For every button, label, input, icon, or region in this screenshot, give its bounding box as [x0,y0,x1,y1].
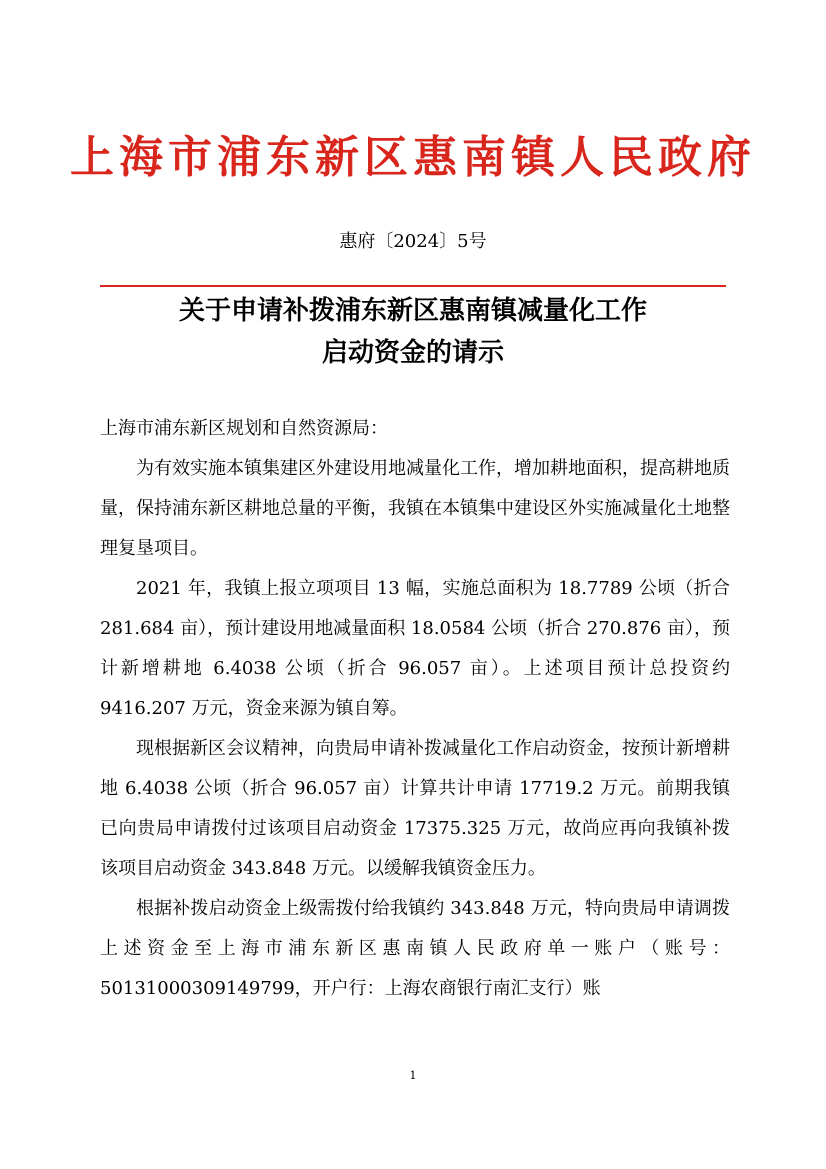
document-title [100,290,726,374]
document-number: 惠府〔2024〕5号 [339,231,487,252]
document-body [100,409,730,1009]
title-line: 启动资金的请示 [321,338,504,368]
title-line: 关于申请补拨浦东新区惠南镇减量化工作 [178,296,647,326]
issuer-masthead: 上海市浦东新区惠南镇人民政府 [70,132,756,183]
page-number: 1 [409,1069,417,1082]
red-divider [100,285,726,287]
addressee: 上海市浦东新区规划和自然资源局： [100,418,388,439]
body-paragraph: 现根据新区会议精神，向贵局申请补拨减量化工作启动资金，按预计新增耕地 6.4038 公顷（折合 96.057 亩）计算共计申请 17719.2 万元。前期我镇已向贵局申请拨付过该项目启动资金 17375.325 万元，故尚应再向我镇补拨该项目启动资金 343.848 万元。以缓解我镇资金压力。 [100,738,730,879]
body-paragraph: 2021 年，我镇上报立项项目 13 幅，实施总面积为 18.7789 公顷（折合 281.684 亩），预计建设用地减量面积 18.0584 公顷（折合 270.876 亩），预计新增耕地 6.4038 公顷（折合 96.057 亩）。上述项目预计总投资约 9416.207 万元，资金来源为镇自筹。 [100,578,730,719]
body-paragraph: 为有效实施本镇集建区外建设用地减量化工作，增加耕地面积，提高耕地质量，保持浦东新区耕地总量的平衡，我镇在本镇集中建设区外实施减量化土地整理复垦项目。 [100,458,730,559]
body-paragraph: 根据补拨启动资金上级需拨付给我镇约 343.848 万元，特向贵局申请调拨上述资金至上海市浦东新区惠南镇人民政府单一账户（账号：50131000309149799，开户行：上海农商银行南汇支行）账 [100,898,730,999]
